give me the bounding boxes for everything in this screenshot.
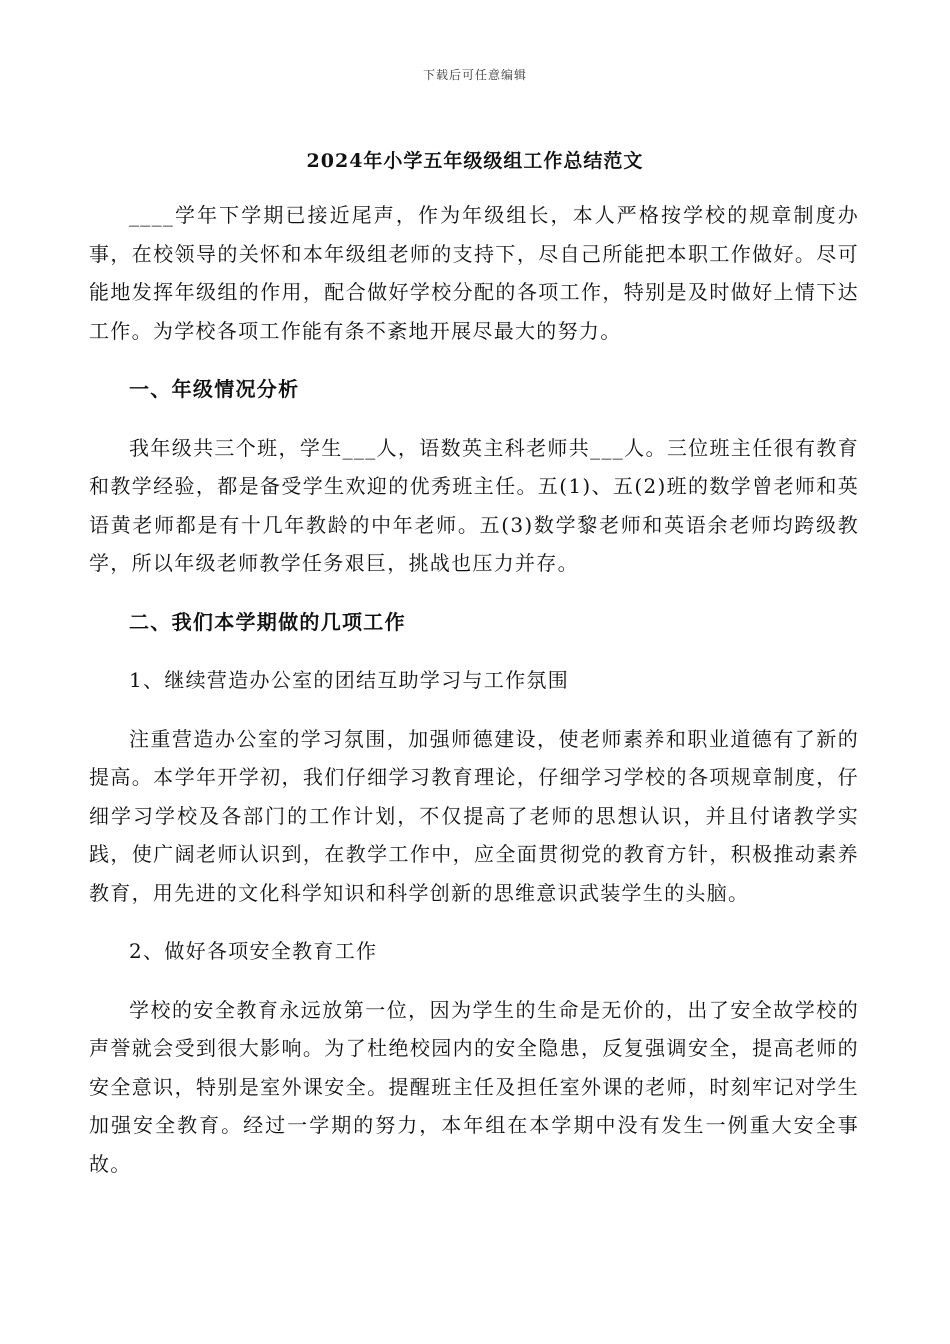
section-heading-1: 一、年级情况分析 — [129, 377, 300, 401]
document-title: 2024年小学五年级级组工作总结范文 — [306, 150, 644, 172]
document-body — [89, 196, 859, 1183]
subsection-paragraph-1: 注重营造办公室的学习氛围，加强师德建设，使老师素养和职业道德有了新的提高。本学年开学初，我们仔细学习教育理论，仔细学习学校的各项规章制度，仔细学习学校及各部门的工作计划，不仅提高了老师的思想认识，并且付诸教学实践，使广阔老师认识到，在教学工作中，应全面贯彻党的教育方针，积极推动素养教育，用先进的文化科学知识和科学创新的思维意识武装学生的头脑。 — [89, 726, 859, 905]
section-heading-2: 二、我们本学期做的几项工作 — [129, 609, 406, 634]
header-note: 下载后可任意编辑 — [422, 68, 527, 82]
intro-paragraph: ____学年下学期已接近尾声，作为年级组长，本人严格按学校的规章制度办事，在校领导的关怀和本年级组老师的支持下，尽自己所能把本职工作做好。尽可能地发挥年级组的作用，配合做好学校分配的各项工作，特别是及时做好上情下达工作。为学校各项工作能有条不紊地开展尽最大的努力。 — [89, 203, 859, 343]
subsection-title-2: 2、做好各项安全教育工作 — [129, 939, 378, 963]
subsection-title-1: 1、继续营造办公室的团结互助学习与工作氛围 — [129, 668, 570, 692]
section-paragraph-1: 我年级共三个班，学生___人，语数英主科老师共___人。三位班主任很有教育和教学经验，都是备受学生欢迎的优秀班主任。五(1)、五(2)班的数学曾老师和英语黄老师都是有十几年教龄的中年老师。五(3)数学黎老师和英语余老师均跨级教学，所以年级老师教学任务艰巨，挑战也压力并存。 — [89, 435, 859, 575]
subsection-paragraph-2: 学校的安全教育永远放第一位，因为学生的生命是无价的，出了安全故学校的声誉就会受到很大影响。为了杜绝校园内的安全隐患，反复强调安全，提高老师的安全意识，特别是室外课安全。提醒班主任及担任室外课的老师，时刻牢记对学生加强安全教育。经过一学期的努力，本年组在本学期中没有发生一例重大安全事故。 — [89, 997, 859, 1176]
